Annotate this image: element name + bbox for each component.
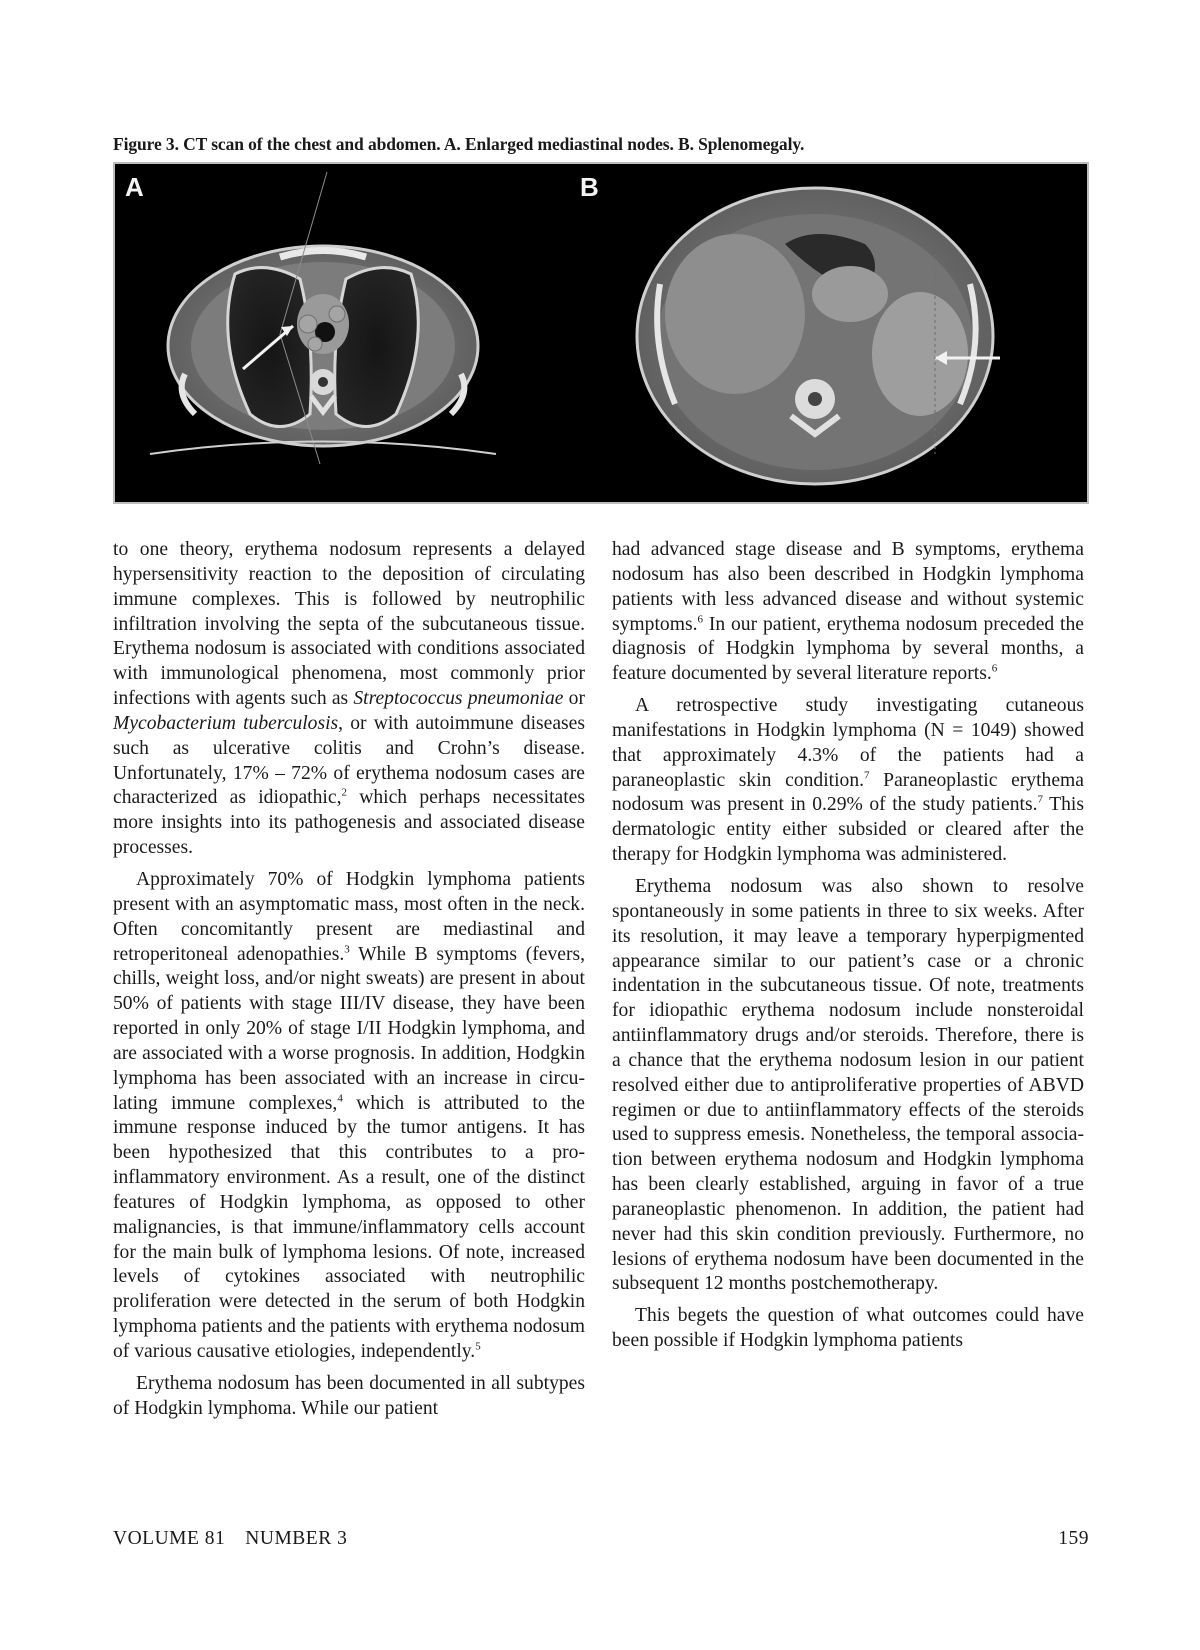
figure-caption: Figure 3. CT scan of the chest and abdomen. A. Enlarged mediastinal nodes. B. Splenomegaly.: [113, 134, 805, 154]
paragraph: had advanced stage disease and B symptoms, erythema nodosum has also been described in Hodgkin lymphoma patients with less advanced disease and without systemic symptoms.$^6$ In our patient, erythema nodosum preceded the diagnosis of Hodgkin lymphoma by several months, a feature documented by several literature reports.$^6$: [612, 539, 1084, 685]
reference: 2: [341, 786, 347, 799]
reference: 6: [991, 662, 998, 675]
paragraph: This begets the question of what outcomes could have been possible if Hodgkin lymphoma patients: [612, 1305, 1084, 1352]
reference: 5: [475, 1340, 481, 1353]
page-number: 159: [1058, 1528, 1089, 1549]
reference: 6: [697, 613, 703, 625]
reference: 7: [1037, 793, 1043, 806]
ct-scan-figure: [113, 162, 1089, 504]
paragraph: to one theory, erythema nodosum represents a delayed hypersensitivity reaction to the deposition of circulating immune complexes. This is followed by neutrophilic infiltration involving the septa of the subcutaneous tissue. Erythema nodosum is associated with conditions associated with immunological phenomena, most commonly prior infections with agents such as Streptococcus pneumoniae or Mycobacterium tuberculosis, or with autoimmune diseases such as ulcerative colitis and Crohn’s disease. Unfortunately, 17% – 72% of erythema nodosum cases are characterized as idiopathic,$^2$ which perhaps necessitates more insights into its pathogenesis and associated disease processes.: [113, 539, 585, 859]
panel-a-label: A: [125, 172, 144, 202]
right-column: [612, 538, 1084, 1361]
paragraph: Approximately 70% of Hodgkin lymphoma patients present with an asymptomatic mass, most often in the neck. Often concomitantly present are mediastinal and retroperitoneal adenopathies.$^3$ While B symptoms (fevers, chills, weight loss, and/or night sweats) are present in about 50% of patients with stage III/IV disease, they have been reported in only 20% of stage I/II Hodgkin lymphoma, and are associated with a worse prognosis. In addition, Hodgkin lymphoma has been associated with an increase in circulating immune complexes,$^4$ which is attributed to the immune response induced by the tumor antigens. It has been hypothesized that this contributes to a proinflammatory environment. As a result, one of the distinct features of Hodgkin lymphoma, as opposed to other malignancies, is that immune/inflammatory cells account for the main bulk of lymphoma lesions. Of note, increased levels of cytokines associated with neutrophilic proliferation were detected in the serum of both Hodgkin lymphoma patients and the patients with erythema nodosum of various causative etiologies, independently.$^5$: [113, 868, 585, 1362]
paragraph: Erythema nodosum has been documented in all subtypes of Hodgkin lymphoma. While our patient: [113, 1372, 585, 1419]
paragraph: A retrospective study investigating cutaneous manifestations in Hodgkin lymphoma (N = 1049) showed that approximately 4.3% of the patients had a paraneoplastic skin condition.$^7$ Paraneoplastic erythema nodosum was present in 0.29% of the study patients.$^7$ This dermatologic entity either subsided or cleared after the therapy for Hodgkin lymphoma was administered.: [612, 695, 1084, 866]
journal-issue: VOLUME 81 NUMBER 3: [113, 1528, 348, 1549]
paragraph: Erythema nodosum was also shown to resolve spontaneously in some patients in three to six weeks. After its resolution, it may leave a temporary hyperpigmented appearance similar to our patient’s case or a chronic indentation in the subcutaneous tissue. Of note, treatments for idiopathic erythema nodosum include nonsteroidal antiinflammatory drugs and/or steroids. Therefore, there is a chance that the erythema nodosum lesion in our patient resolved either due to antiproliferative properties of ABVD regimen or due to antiinflammatory effects of the steroids used to suppress emesis. Nonetheless, the temporal association between erythema nodosum and Hodgkin lymphoma has been clearly established, arguing in favor of a true paraneoplastic phenomenon. In addition, the patient had never had this skin condition previously. Furthermore, no lesions of erythema nodosum have been documented in the subsequent 12 months postchemotherapy.: [612, 875, 1084, 1295]
left-column: [113, 538, 585, 1429]
reference: 7: [864, 769, 870, 782]
ct-scan-image: [115, 164, 1089, 504]
panel-b-label: B: [580, 172, 599, 202]
reference: 4: [337, 1092, 343, 1105]
reference: 3: [344, 942, 350, 955]
